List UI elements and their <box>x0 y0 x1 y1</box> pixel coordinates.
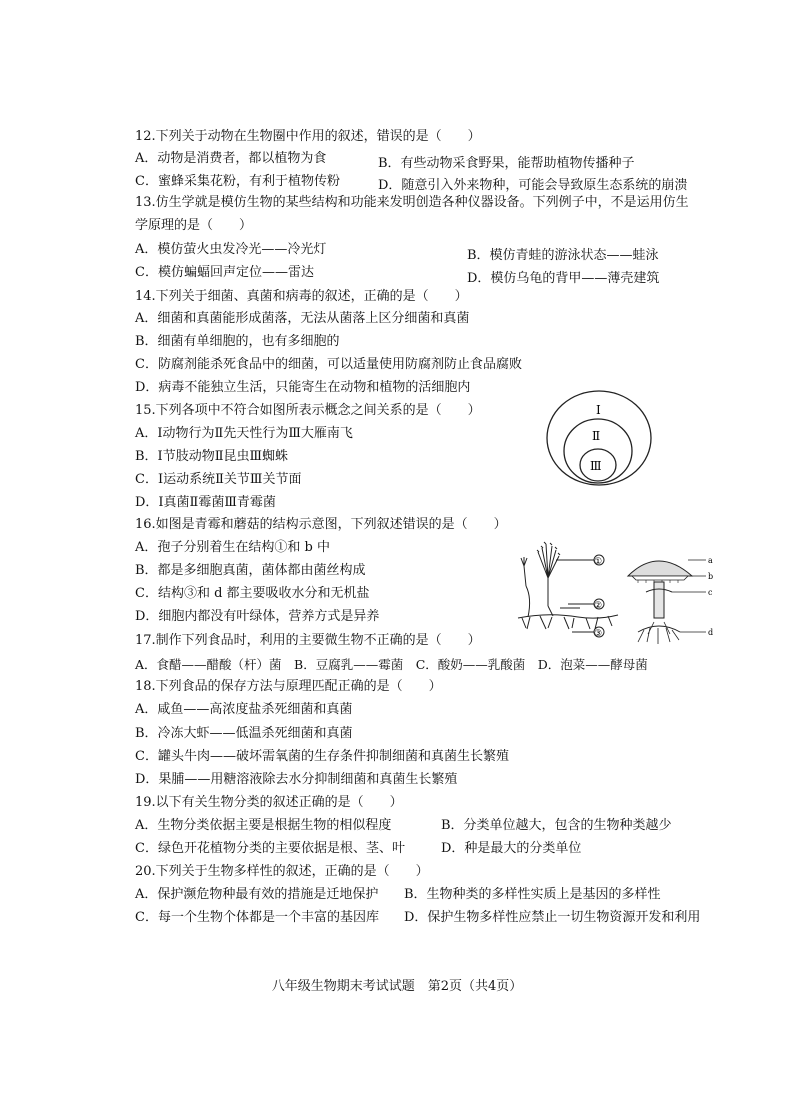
label-structure-1: ① <box>594 557 603 567</box>
q13-option-d: D．模仿乌龟的背甲——薄壳建筑 <box>467 271 660 286</box>
label-ii: Ⅱ <box>592 429 601 443</box>
q15-option-b: B．Ⅰ节肢动物Ⅱ昆虫Ⅲ蜘蛛 <box>135 449 289 464</box>
q20-option-a: A．保护濒危物种最有效的措施是迁地保护 <box>135 887 379 902</box>
q13-option-a: A．模仿萤火虫发冷光——冷光灯 <box>135 242 327 257</box>
q20-option-d: D．保护生物多样性应禁止一切生物资源开发和利用 <box>404 910 701 925</box>
q14-option-c: C．防腐剂能杀死食品中的细菌，可以适量使用防腐剂防止食品腐败 <box>135 357 522 372</box>
q20-stem: 20.下列关于生物多样性的叙述，正确的是（ ） <box>135 864 429 879</box>
q15-option-c: C．Ⅰ运动系统Ⅱ关节Ⅲ关节面 <box>135 472 302 487</box>
q13-option-c: C．模仿蝙蝠回声定位——雷达 <box>135 265 314 280</box>
q17-options: A．食醋——醋酸（杆）菌 B．豆腐乳——霉菌 C．酸奶——乳酸菌 D．泡菜——酵母菌 <box>135 657 648 672</box>
q14-option-b: B．细菌有单细胞的，也有多细胞的 <box>135 334 340 349</box>
q16-option-b: B．都是多细胞真菌，菌体都由菌丝构成 <box>135 563 366 578</box>
q15-option-d: D．Ⅰ真菌Ⅱ霉菌Ⅲ青霉菌 <box>135 495 276 510</box>
q19-option-d: D．种是最大的分类单位 <box>441 841 582 856</box>
q16-option-c: C．结构③和 d 都主要吸收水分和无机盐 <box>135 586 370 601</box>
q19-option-a: A．生物分类依据主要是根据生物的相似程度 <box>135 818 392 833</box>
q14-stem: 14.下列关于细菌、真菌和病毒的叙述，正确的是（ ） <box>135 289 468 304</box>
q15-option-a: A．Ⅰ动物行为Ⅱ先天性行为Ⅲ大雁南飞 <box>135 426 353 441</box>
q13-stem-line1: 13.仿生学就是模仿生物的某些结构和功能来发明创造各种仪器设备。下列例子中，不是运用仿生 <box>135 195 689 210</box>
penicillium-figure <box>518 542 618 632</box>
label-d: d <box>708 628 714 637</box>
q17-stem: 17.制作下列食品时，利用的主要微生物不正确的是（ ） <box>135 633 481 648</box>
label-a: a <box>708 556 713 565</box>
q12-option-d: D．随意引入外来物种，可能会导致原生态系统的崩溃 <box>378 178 688 193</box>
q18-stem: 18.下列食品的保存方法与原理匹配正确的是（ ） <box>135 679 442 694</box>
q18-option-a: A．咸鱼——高浓度盐杀死细菌和真菌 <box>135 702 353 717</box>
page-footer: 八年级生物期末考试试题 第2页（共4页） <box>271 979 523 994</box>
q12-stem: 12.下列关于动物在生物圈中作用的叙述，错误的是（ ） <box>135 129 481 144</box>
label-structure-2: ② <box>594 601 603 611</box>
label-i: Ⅰ <box>596 403 601 417</box>
mushroom-figure <box>628 560 706 644</box>
q15-concept-circles-diagram <box>540 388 660 490</box>
q16-option-a: A．孢子分别着生在结构①和 b 中 <box>135 540 330 555</box>
q13-stem-line2: 学原理的是（ ） <box>135 218 253 233</box>
q14-option-d: D．病毒不能独立生活，只能寄生在动物和植物的活细胞内 <box>135 380 471 395</box>
q19-option-b: B．分类单位越大，包含的生物种类越少 <box>441 818 672 833</box>
q16-penicillium-mushroom-diagram <box>508 538 728 650</box>
q18-option-b: B．冷冻大虾——低温杀死细菌和真菌 <box>135 726 353 741</box>
q14-option-a: A．细菌和真菌能形成菌落，无法从菌落上区分细菌和真菌 <box>135 311 470 326</box>
q16-stem: 16.如图是青霉和蘑菇的结构示意图，下列叙述错误的是（ ） <box>135 517 507 532</box>
label-iii: Ⅲ <box>590 459 602 473</box>
q15-stem: 15.下列各项中不符合如图所表示概念之间关系的是（ ） <box>135 403 481 418</box>
q20-option-b: B．生物种类的多样性实质上是基因的多样性 <box>404 887 661 902</box>
q13-option-b: B．模仿青蛙的游泳状态——蛙泳 <box>467 248 659 263</box>
q19-stem: 19.以下有关生物分类的叙述正确的是（ ） <box>135 795 403 810</box>
q20-option-c: C．每一个生物个体都是一个丰富的基因库 <box>135 910 379 925</box>
label-b: b <box>708 572 714 581</box>
q12-option-a: A．动物是消费者，都以植物为食 <box>135 151 327 166</box>
label-c: c <box>708 588 713 597</box>
q12-option-b: B．有些动物采食野果，能帮助植物传播种子 <box>378 156 635 171</box>
q19-option-c: C．绿色开花植物分类的主要依据是根、茎、叶 <box>135 841 405 856</box>
q18-option-d: D．果脯——用糖溶液除去水分抑制细菌和真菌生长繁殖 <box>135 772 458 787</box>
q12-option-c: C．蜜蜂采集花粉，有利于植物传粉 <box>135 174 340 189</box>
q16-option-d: D．细胞内都没有叶绿体，营养方式是异养 <box>135 609 380 624</box>
q18-option-c: C．罐头牛肉——破坏需氧菌的生存条件抑制细菌和真菌生长繁殖 <box>135 749 509 764</box>
label-structure-3: ③ <box>594 629 603 639</box>
